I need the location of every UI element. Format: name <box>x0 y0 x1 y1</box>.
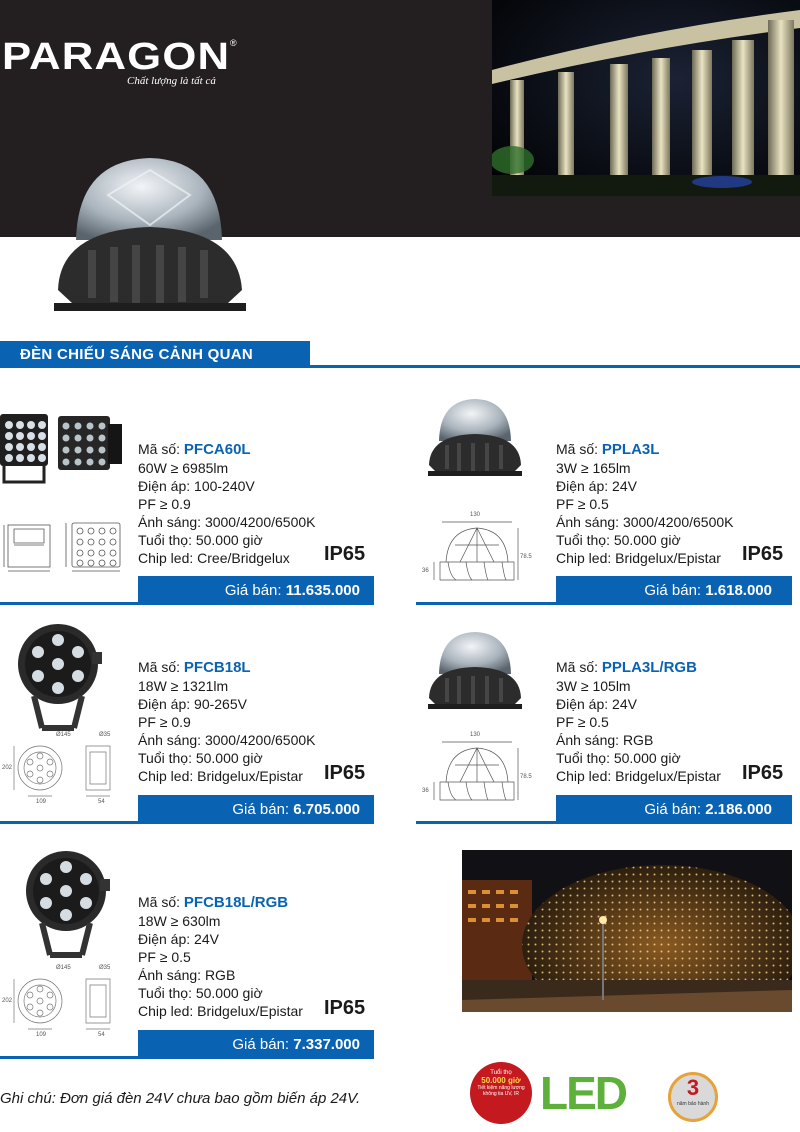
pfca60l-photo <box>0 410 128 485</box>
dim-width: 109 <box>36 1032 47 1038</box>
product-code-row: Mã số: PFCB18L/RGB <box>138 894 289 911</box>
spec-chip: Chip led: Cree/Bridgelux <box>138 550 290 566</box>
product-code: PPLA3L/RGB <box>601 659 697 676</box>
spec-power: 3W ≥ 165lm <box>556 460 631 476</box>
spec-pf: PF ≥ 0.9 <box>138 714 191 730</box>
price-bar: Giá bán: 1.618.000 <box>556 576 792 605</box>
hero-lamp-image <box>48 155 248 330</box>
product-code: PPLA3L <box>601 441 660 458</box>
ip-rating: IP65 <box>742 543 784 565</box>
spec-life: Tuổi thọ: 50.000 giờ <box>138 985 263 1001</box>
spec-life: Tuổi thọ: 50.000 giờ <box>556 750 681 766</box>
price-underline <box>0 1056 138 1059</box>
price-bar: Giá bán: 2.186.000 <box>556 795 792 824</box>
dim-height: 202 <box>2 998 13 1004</box>
registered-mark: ® <box>230 38 237 48</box>
spec-light: Ánh sáng: RGB <box>138 967 236 983</box>
dim-diameter: Ø145 <box>56 965 71 971</box>
spec-chip: Chip led: Bridgelux/Epistar <box>138 768 303 784</box>
dim-width: 130 <box>470 512 481 518</box>
spec-chip: Chip led: Bridgelux/Epistar <box>138 1003 303 1019</box>
dim-side: 54 <box>98 1032 105 1038</box>
spec-life: Tuổi thọ: 50.000 giờ <box>556 532 681 548</box>
spec-power: 18W ≥ 1321lm <box>138 678 229 694</box>
price-value: 1.618.000 <box>705 582 772 599</box>
price-value: 2.186.000 <box>705 801 772 818</box>
pfcb18l-rgb-drawing <box>2 965 122 1045</box>
pfcb18l-photo <box>14 618 104 733</box>
led-logo: LED <box>540 1067 626 1119</box>
spec-life: Tuổi thọ: 50.000 giờ <box>138 750 263 766</box>
dim-height: 78.5 <box>520 774 532 780</box>
ppla3l-rgb-drawing <box>420 730 540 802</box>
ppla3l-rgb-photo <box>425 630 525 715</box>
product-code-row: Mã số: PPLA3L <box>556 441 660 458</box>
dim-side: 54 <box>98 799 105 805</box>
pfca60l-specs <box>138 440 316 567</box>
ip-rating: IP65 <box>324 762 366 784</box>
footer-note: Ghi chú: Đơn giá đèn 24V chưa bao gồm biến áp 24V. <box>0 1090 361 1107</box>
product-code-row: Mã số: PPLA3L/RGB <box>556 659 697 676</box>
price-underline <box>416 821 556 824</box>
dim-base: 36 <box>422 568 429 574</box>
spec-light: Ánh sáng: 3000/4200/6500K <box>138 514 316 530</box>
product-code: PFCB18L <box>183 659 251 676</box>
spec-life: Tuổi thọ: 50.000 giờ <box>138 532 263 548</box>
price-bar: Giá bán: 6.705.000 <box>138 795 374 824</box>
ip-rating: IP65 <box>324 543 366 565</box>
ppla3l-rgb-specs <box>556 658 721 785</box>
dim-diameter: Ø145 <box>56 732 71 738</box>
dim-width: 130 <box>470 732 481 738</box>
section-band-line <box>310 365 800 368</box>
spec-chip: Chip led: Bridgelux/Epistar <box>556 550 721 566</box>
spec-voltage: Điện áp: 90-265V <box>138 696 247 712</box>
product-code: PFCB18L/RGB <box>183 894 289 911</box>
spec-light: Ánh sáng: 3000/4200/6500K <box>138 732 316 748</box>
spec-pf: PF ≥ 0.5 <box>556 714 609 730</box>
brand-logo: PARAGON <box>2 36 231 78</box>
badge-caption: Tuổi thọ <box>490 1070 512 1076</box>
brand-tagline: Chất lượng là tất cả <box>127 75 216 87</box>
pfcb18l-specs <box>138 658 316 785</box>
ip-rating: IP65 <box>324 997 366 1019</box>
pfca60l-drawing <box>0 515 130 575</box>
spec-pf: PF ≥ 0.5 <box>556 496 609 512</box>
product-code-row: Mã số: PFCA60L <box>138 441 251 458</box>
price-bar: Giá bán: 7.337.000 <box>138 1030 374 1059</box>
spec-voltage: Điện áp: 24V <box>556 696 637 712</box>
lifetime-badge <box>470 1062 532 1124</box>
price-bar: Giá bán: 11.635.000 <box>138 576 374 605</box>
spec-pf: PF ≥ 0.5 <box>138 949 191 965</box>
spec-chip: Chip led: Bridgelux/Epistar <box>556 768 721 784</box>
ppla3l-drawing <box>420 510 540 582</box>
spec-power: 60W ≥ 6985lm <box>138 460 229 476</box>
warranty-years-caption: năm bảo hành <box>677 1101 709 1107</box>
spec-voltage: Điện áp: 24V <box>556 478 637 494</box>
spec-power: 3W ≥ 105lm <box>556 678 631 694</box>
dome-building-night-photo <box>462 850 792 1012</box>
dim-depth: Ø35 <box>99 732 111 738</box>
dim-height: 78.5 <box>520 554 532 560</box>
price-value: 6.705.000 <box>293 801 360 818</box>
price-underline <box>0 821 138 824</box>
spec-pf: PF ≥ 0.9 <box>138 496 191 512</box>
pfcb18l-rgb-specs <box>138 893 303 1020</box>
colonnade-night-photo <box>492 0 800 196</box>
product-code-row: Mã số: PFCB18L <box>138 659 251 676</box>
ppla3l-photo <box>425 397 525 482</box>
dim-width: 109 <box>36 799 47 805</box>
dim-height: 202 <box>2 765 13 771</box>
dim-depth: Ø35 <box>99 965 111 971</box>
badge-text: Tiết kiệm năng lượng không tia UV, IR <box>477 1085 525 1097</box>
spec-light: Ánh sáng: RGB <box>556 732 654 748</box>
ip-rating: IP65 <box>742 762 784 784</box>
spec-light: Ánh sáng: 3000/4200/6500K <box>556 514 734 530</box>
warranty-years: 3 <box>686 1075 700 1100</box>
product-code: PFCA60L <box>183 441 251 458</box>
badge-hours: 50.000 giờ <box>481 1076 521 1085</box>
price-value: 11.635.000 <box>285 582 360 599</box>
dim-base: 36 <box>422 788 429 794</box>
spec-voltage: Điện áp: 100-240V <box>138 478 255 494</box>
warranty-3yr-badge <box>668 1072 718 1122</box>
ppla3l-specs <box>556 440 734 567</box>
spec-power: 18W ≥ 630lm <box>138 913 221 929</box>
spec-voltage: Điện áp: 24V <box>138 931 219 947</box>
price-underline <box>416 602 556 605</box>
pfcb18l-drawing <box>2 732 122 807</box>
section-title: ĐÈN CHIẾU SÁNG CẢNH QUAN <box>20 346 254 363</box>
pfcb18l-rgb-photo <box>22 845 112 960</box>
price-value: 7.337.000 <box>293 1036 360 1053</box>
price-underline <box>0 602 138 605</box>
